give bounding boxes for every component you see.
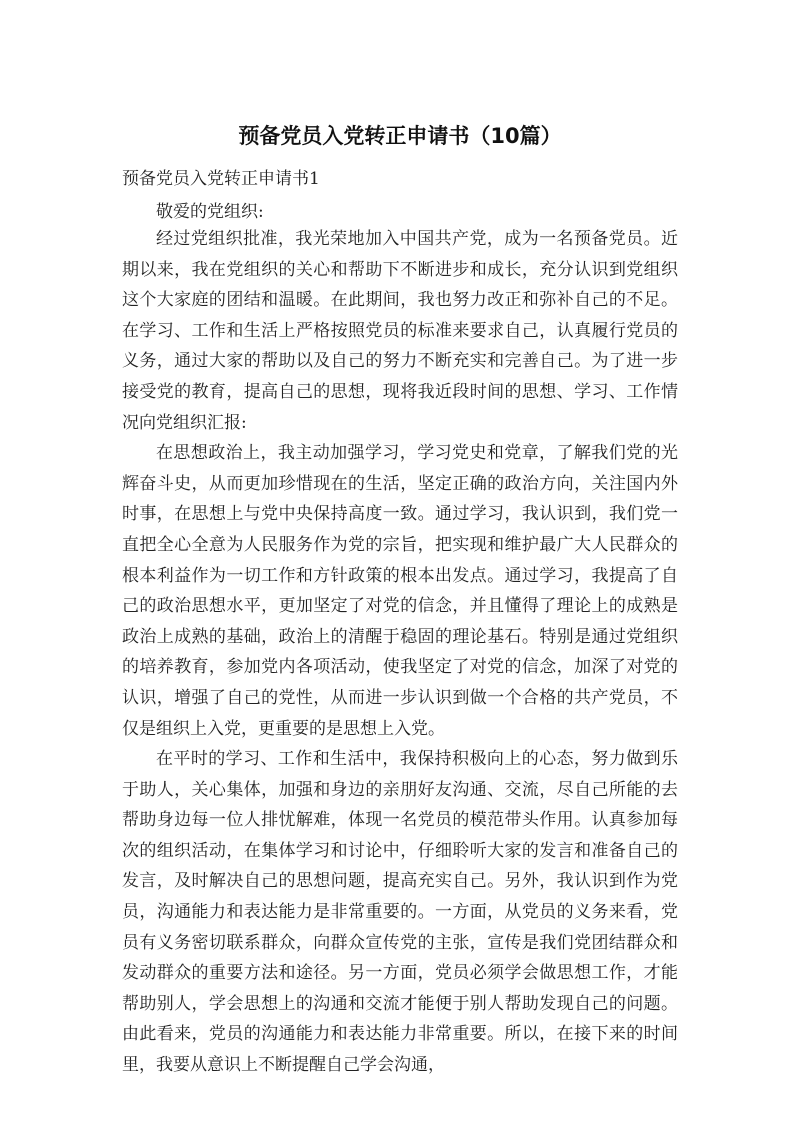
paragraph: 经过党组织批准，我光荣地加入中国共产党，成为一名预备党员。近期以来，我在党组织的关心和帮助下不断进步和成长，充分认识到党组织这个大家庭的团结和温暖。在此期间，我也努力改正和弥补自己的不足。在学习、工作和生活上严格按照党员的标准来要求自己，认真履行党员的义务，通过大家的帮助以及自己的努力不断充实和完善自己。为了进一步接受党的教育，提高自己的思想，现将我近段时间的思想、学习、工作情况向党组织汇报:	[122, 229, 678, 433]
document-subtitle: 预备党员入党转正申请书1	[122, 169, 320, 189]
salutation: 敬爱的党组织:	[156, 202, 264, 222]
paragraph: 在思想政治上，我主动加强学习，学习党史和党章，了解我们党的光辉奋斗史，从而更加珍惜现在的生活，坚定正确的政治方向，关注国内外时事，在思想上与党中央保持高度一致。通过学习，我认识到，我们党一直把全心全意为人民服务作为党的宗旨，把实现和维护最广大人民群众的根本利益作为一切工作和方针政策的根本出发点。通过学习，我提高了自己的政治思想水平，更加坚定了对党的信念，并且懂得了理论上的成熟是政治上成熟的基础，政治上的清醒于稳固的理论基石。特别是通过党组织的培养教育，参加党内各项活动，使我坚定了对党的信念，加深了对党的认识，增强了自己的党性，从而进一步认识到做一个合格的共产党员，不仅是组织上入党，更重要的是思想上入党。	[122, 443, 678, 739]
page-title: 预备党员入党转正申请书（10篇）	[238, 124, 562, 148]
paragraph: 在平时的学习、工作和生活中，我保持积极向上的心态，努力做到乐于助人，关心集体，加强和身边的亲朋好友沟通、交流，尽自己所能的去帮助身边每一位人排忧解难，体现一名党员的模范带头作用。认真参加每次的组织活动，在集体学习和讨论中，仔细聆听大家的发言和准备自己的发言，及时解决自己的思想问题，提高充实自己。另外，我认识到作为党员，沟通能力和表达能力是非常重要的。一方面，从党员的义务来看，党员有义务密切联系群众，向群众宣传党的主张，宣传是我们党团结群众和发动群众的重要方法和途径。另一方面，党员必须学会做思想工作，才能帮助别人，学会思想上的沟通和交流才能便于别人帮助发现自己的问题。由此看来，党员的沟通能力和表达能力非常重要。所以，在接下来的时间里，我要从意识上不断提醒自己学会沟通，	[122, 749, 678, 1076]
body-text	[122, 224, 678, 1081]
